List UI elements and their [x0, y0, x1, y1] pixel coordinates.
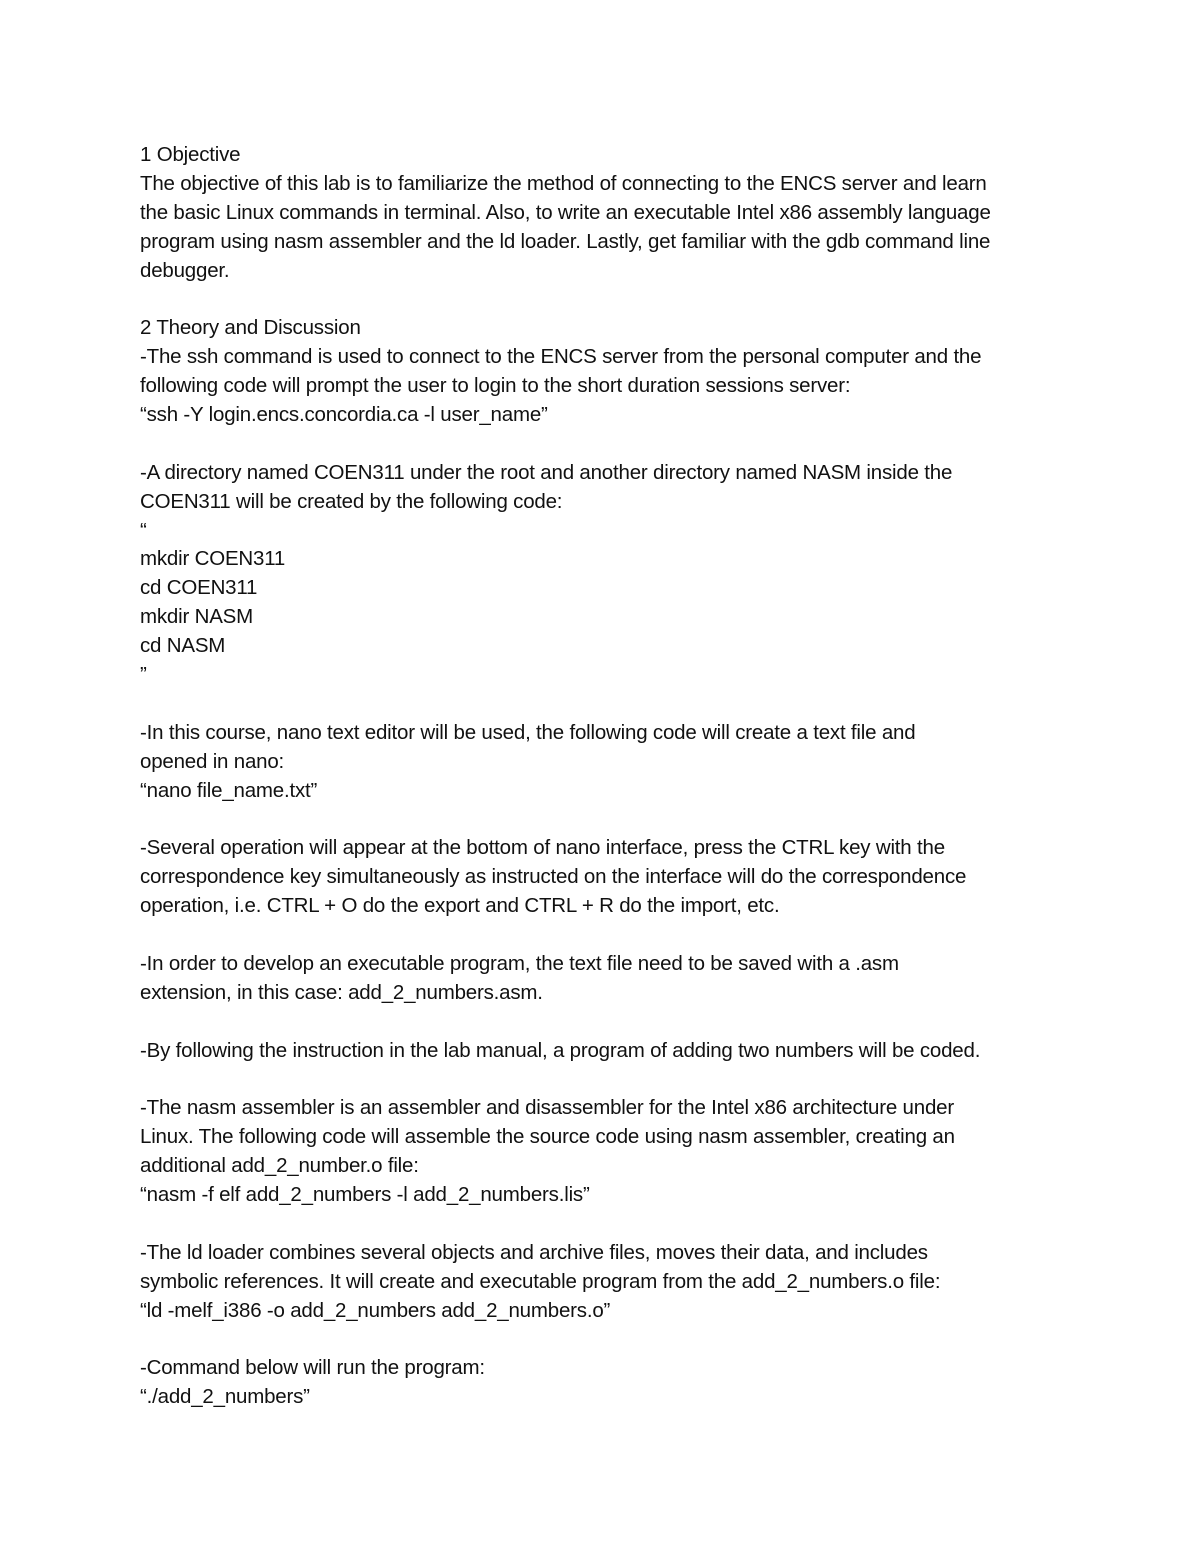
text-line: 2 Theory and Discussion [140, 316, 361, 340]
text-line: “ssh -Y login.encs.concordia.ca -l user_name” [140, 403, 548, 427]
text-line: -The nasm assembler is an assembler and disassembler for the Intel x86 architecture under [140, 1096, 954, 1120]
text-line: -In this course, nano text editor will be used, the following code will create a text file and [140, 720, 916, 744]
text-line: -Several operation will appear at the bottom of nano interface, press the CTRL key with the [140, 836, 945, 860]
text-line: additional add_2_number.o file: [140, 1154, 419, 1178]
text-line: -Command below will run the program: [140, 1356, 485, 1380]
text-line: “nasm -f elf add_2_numbers -l add_2_numbers.lis” [140, 1183, 590, 1207]
text-line: “./add_2_numbers” [140, 1385, 310, 1409]
blank-line [140, 690, 1080, 719]
text-line: The objective of this lab is to familiarize the method of connecting to the ENCS server and learn [140, 171, 987, 195]
document-body [140, 141, 1080, 1412]
text-line: -The ld loader combines several objects and archive files, moves their data, and includes [140, 1240, 928, 1264]
text-line: debugger. [140, 258, 230, 282]
blank-line [140, 1008, 1080, 1037]
text-line: -A directory named COEN311 under the root and another directory named NASM inside the [140, 460, 953, 484]
blank-line [140, 430, 1080, 459]
text-line: -The ssh command is used to connect to the ENCS server from the personal computer and the [140, 345, 982, 369]
text-line: the basic Linux commands in terminal. Also, to write an executable Intel x86 assembly language [140, 200, 991, 224]
text-line: 1 Objective [140, 143, 241, 166]
text-line: mkdir COEN311 [140, 547, 286, 571]
text-line: “ [140, 518, 147, 542]
text-line: -By following the instruction in the lab manual, a program of adding two numbers will be coded. [140, 1038, 981, 1062]
blank-line [140, 1210, 1080, 1239]
text-line: “ld -melf_i386 -o add_2_numbers add_2_numbers.o” [140, 1298, 611, 1322]
blank-line [140, 921, 1080, 950]
text-line: “nano file_name.txt” [140, 778, 318, 802]
text-line: correspondence key simultaneously as instructed on the interface will do the correspondence [140, 865, 967, 889]
text-line: ” [140, 663, 147, 687]
text-line: -In order to develop an executable program, the text file need to be saved with a .asm [140, 951, 899, 975]
text-line: operation, i.e. CTRL + O do the export and CTRL + R do the import, etc. [140, 894, 780, 918]
text-line: symbolic references. It will create and executable program from the add_2_numbers.o file: [140, 1269, 941, 1293]
text-line: cd COEN311 [140, 576, 258, 600]
text-line: opened in nano: [140, 749, 285, 773]
text-line: mkdir NASM [140, 605, 254, 629]
text-line: following code will prompt the user to login to the short duration sessions server: [140, 374, 851, 398]
text-line: COEN311 will be created by the following code: [140, 489, 563, 513]
text-line: program using nasm assembler and the ld loader. Lastly, get familiar with the gdb command line [140, 229, 991, 253]
text-line: Linux. The following code will assemble the source code using nasm assembler, creating an [140, 1125, 955, 1149]
text-line: cd NASM [140, 634, 226, 658]
blank-line [140, 1066, 1080, 1095]
blank-line [140, 805, 1080, 834]
text-line: extension, in this case: add_2_numbers.asm. [140, 980, 543, 1004]
blank-line [140, 1326, 1080, 1355]
blank-line [140, 285, 1080, 314]
